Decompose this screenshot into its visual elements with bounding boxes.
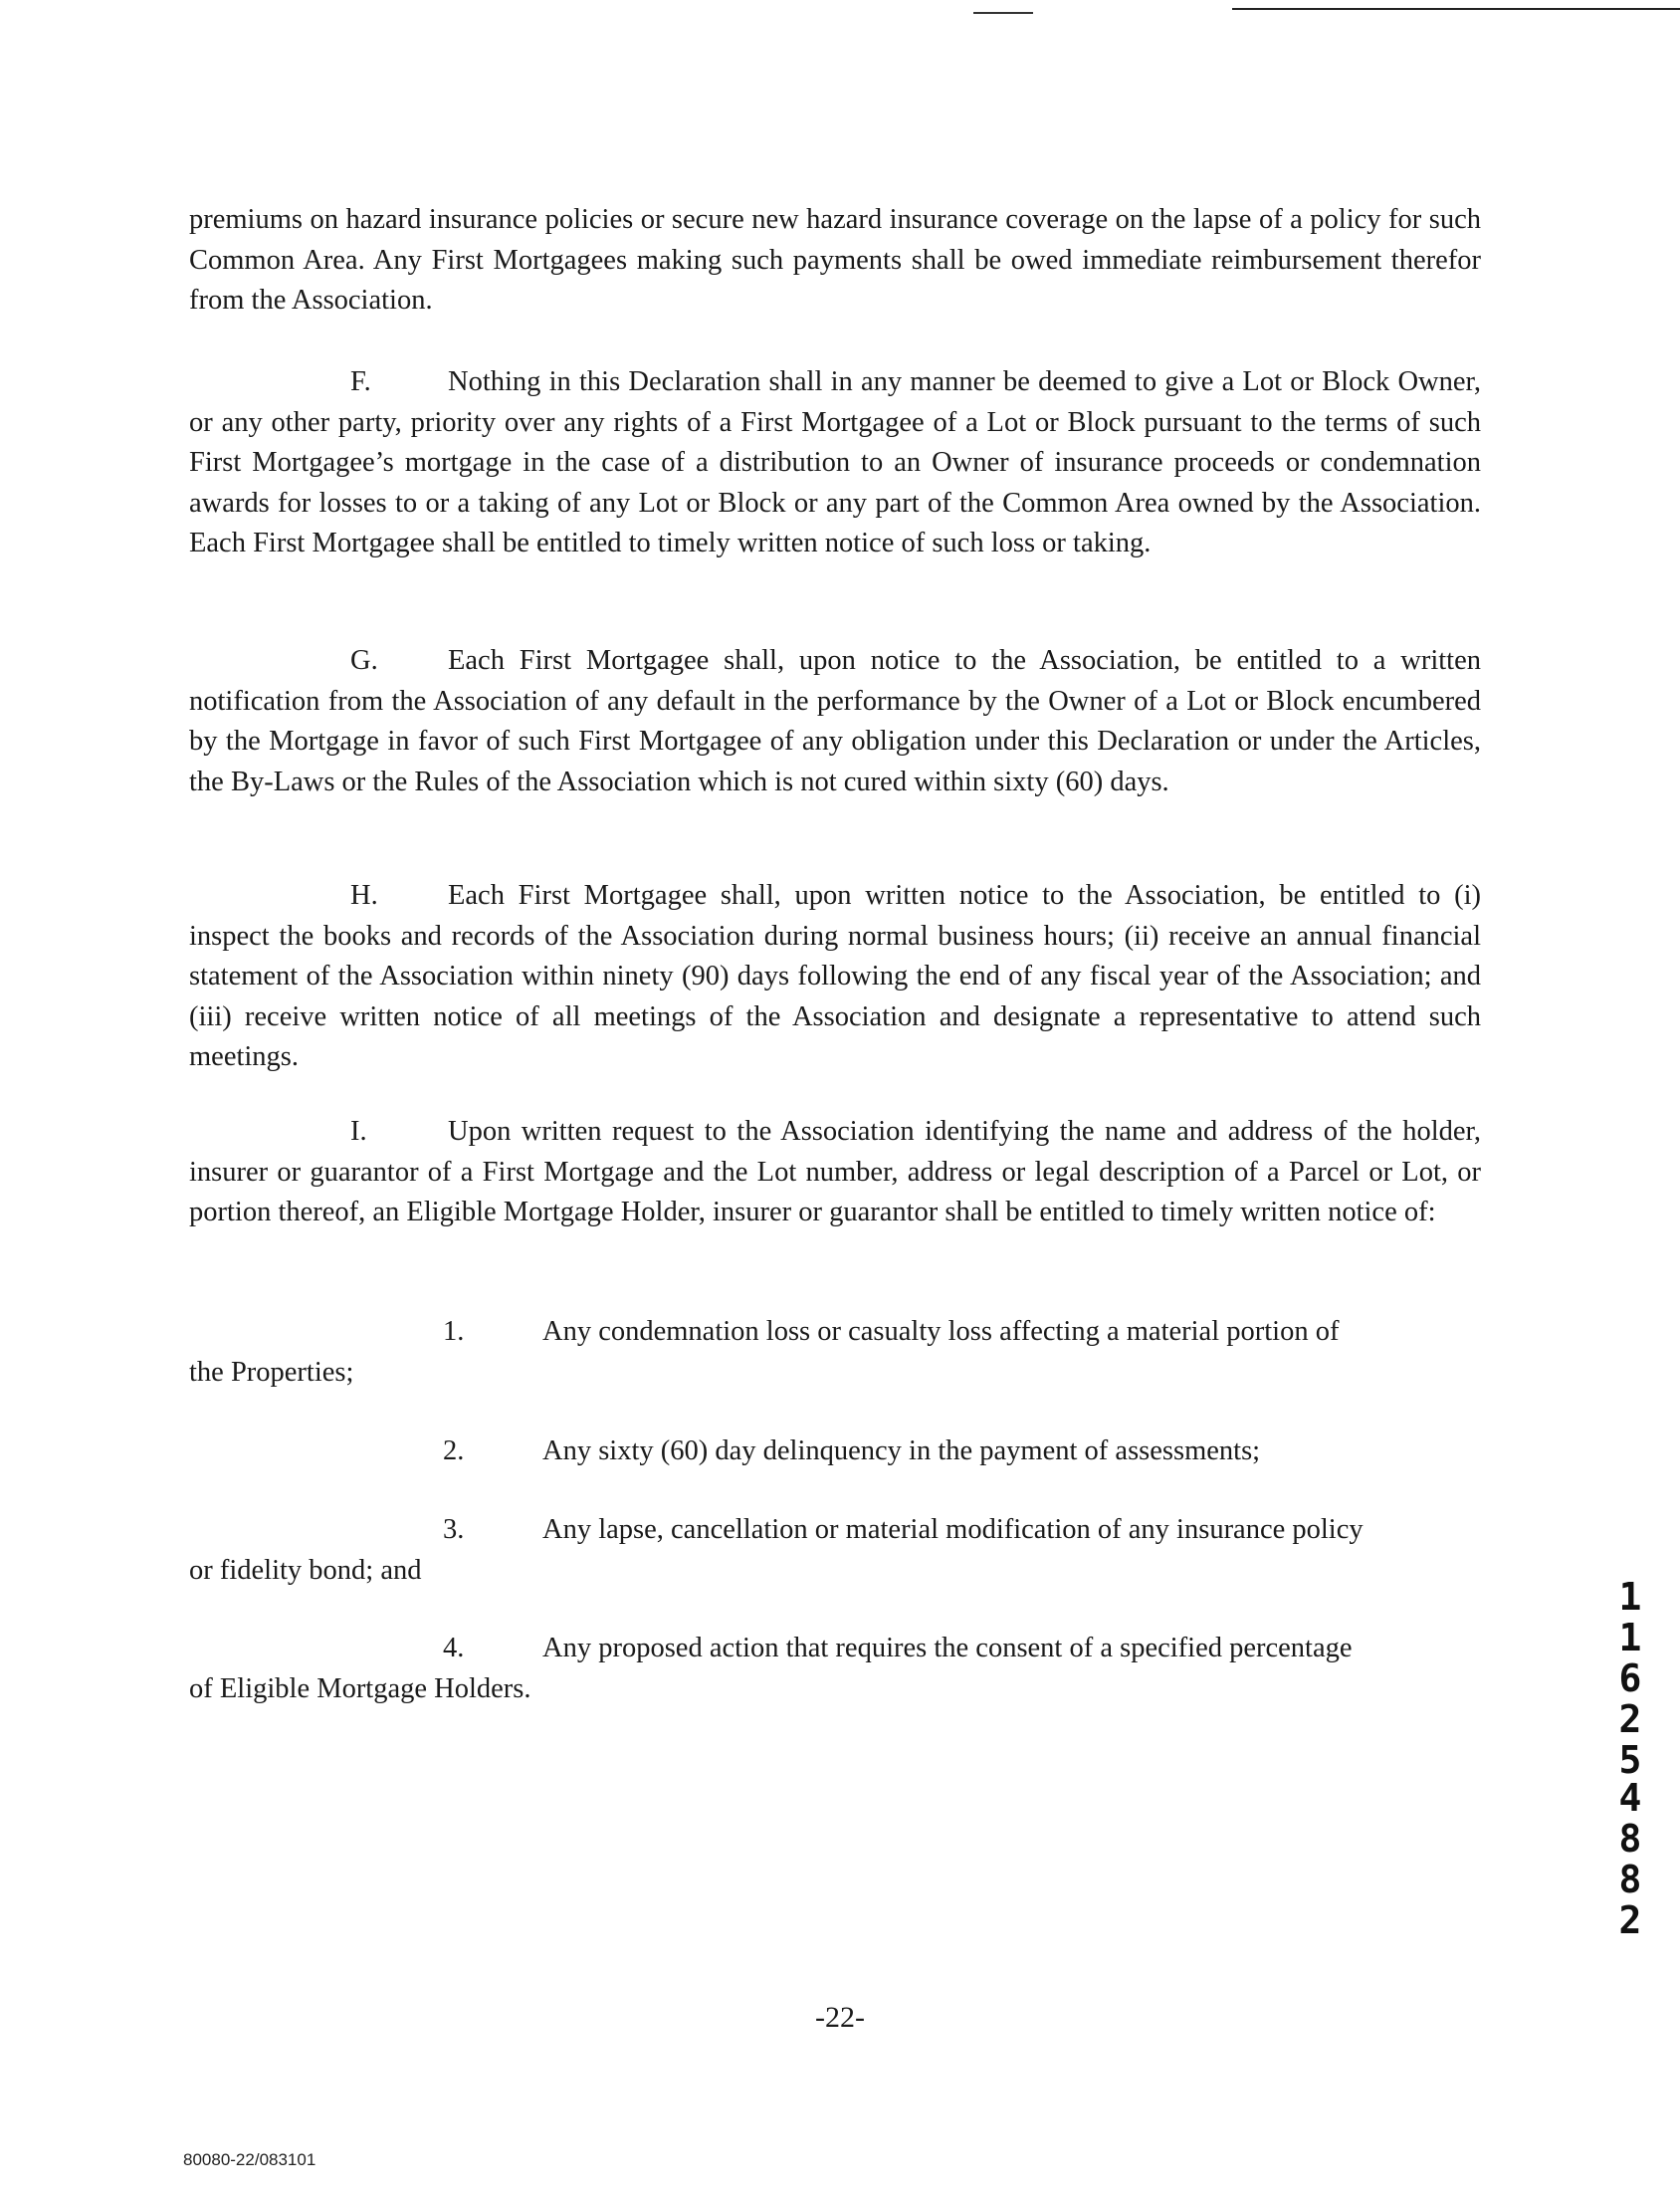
paragraph-i-label: I. [350,1116,367,1147]
sub-item-number: 4. [443,1633,465,1663]
paragraph-g-text: Each First Mortgagee shall, upon notice to the Association, be entitled to a written notification from the Association of any default in the performance by the Owner of a Lot or Block encumbered by the Mortgage in favor of such First Mortgagee of any obligation under this Declaration or under the Articles, the By-Laws or the Rules of the Association which is not cured within sixty (60) days. [189,645,1481,797]
sub-item-text: Any proposed action that requires the consent of a specified percentage [542,1633,1353,1663]
stamp-digit: 5 [1618,1738,1642,1782]
sub-item-text: Any condemnation loss or casualty loss affecting a material portion of [542,1316,1340,1347]
paragraph-i [189,1112,1481,1233]
sub-item-3 [189,1510,1481,1591]
sub-item-4 [189,1629,1481,1709]
stamp-digit: 6 [1618,1656,1642,1700]
scan-mark-top-right [1232,8,1680,10]
recording-stamp-group-1 [1610,1577,1650,1781]
paragraph-h-label: H. [350,880,378,911]
paragraph-f [189,362,1481,564]
sub-item-number: 3. [443,1514,465,1545]
stamp-digit: 2 [1618,1898,1642,1942]
paragraph-i-text: Upon written request to the Association identifying the name and address of the holder, insurer or guarantor of a First Mortgage and the Lot number, address or legal description of a Parcel or Lot, or portion thereof, an Eligible Mortgage Holder, insurer or guarantor shall be entitled to timely written notice of: [189,1116,1481,1227]
sub-item-1 [189,1312,1481,1393]
stamp-digit: 8 [1618,1858,1642,1901]
sub-item-continuation: or fidelity bond; and [189,1554,422,1586]
stamp-digit: 1 [1618,1616,1642,1659]
paragraph-h [189,876,1481,1078]
document-id: 80080-22/083101 [183,2150,316,2169]
stamp-digit: 2 [1618,1697,1642,1741]
paragraph-f-text: Nothing in this Declaration shall in any manner be deemed to give a Lot or Block Owner, or any other party, priority over any rights of a First Mortgagee of a Lot or Block pursuant to the terms of such First Mortgagee’s mortgage in the case of a distribution to an Owner of insurance proceeds or condemnation awards for losses to or a taking of any Lot or Block or any part of the Common Area owned by the Association. Each First Mortgagee shall be entitled to timely written notice of such loss or taking. [189,366,1481,558]
sub-item-number: 1. [443,1316,465,1347]
stamp-digit: 8 [1618,1817,1642,1861]
paragraph-g [189,641,1481,802]
scan-mark-top [973,12,1033,14]
sub-item-text: Any lapse, cancellation or material modification of any insurance policy [542,1514,1364,1545]
paragraph-f-label: F. [350,366,371,397]
recording-stamp-group-2 [1610,1778,1650,1941]
sub-item-2 [189,1431,1481,1472]
paragraph-continuation: premiums on hazard insurance policies or secure new hazard insurance coverage on the lapse of a policy for such Common Area. Any First Mortgagees making such payments shall be owed immediate reimbursement therefor from the Association. [189,204,1481,316]
sub-item-continuation: of Eligible Mortgage Holders. [189,1672,531,1704]
paragraph-h-text: Each First Mortgagee shall, upon written notice to the Association, be entitled to (i) inspect the books and records of the Association during normal business hours; (ii) receive an annual financial statement of the Association within ninety (90) days following the end of any fiscal year of the Association; and (iii) receive written notice of all meetings of the Association and designate a representative to attend such meetings. [189,880,1481,1072]
paragraph-g-label: G. [350,645,378,676]
page-number: -22- [815,2001,865,2034]
stamp-digit: 4 [1618,1776,1642,1820]
sub-item-number: 2. [443,1435,465,1466]
sub-item-continuation: the Properties; [189,1356,354,1388]
stamp-digit: 1 [1618,1575,1642,1619]
sub-item-text: Any sixty (60) day delinquency in the payment of assessments; [542,1435,1261,1466]
